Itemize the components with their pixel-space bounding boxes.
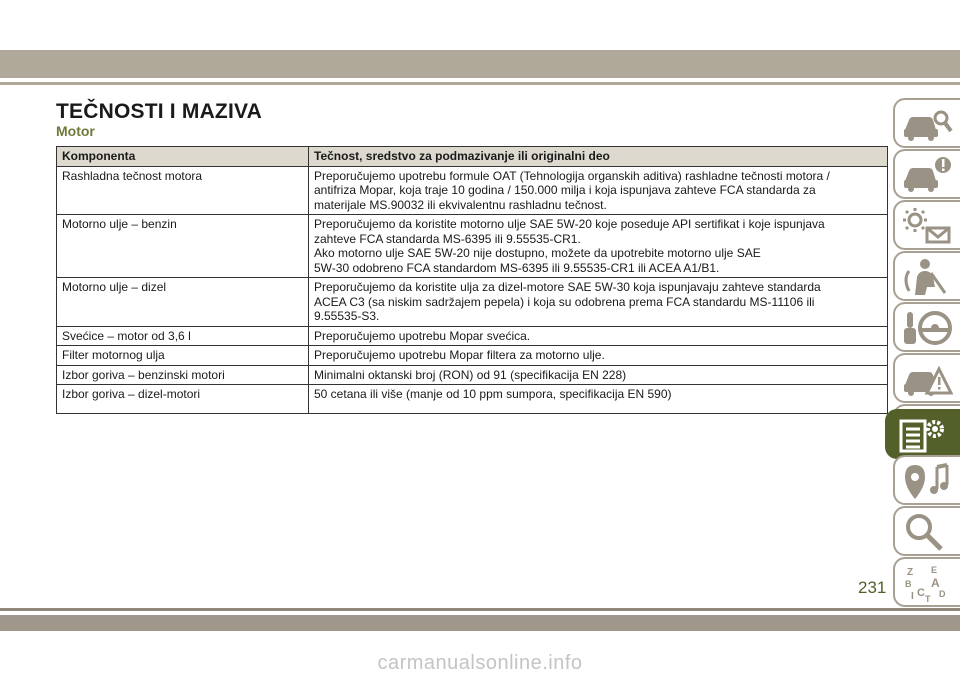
component-cell: Svećice – motor od 3,6 l [57,326,309,346]
fluid-cell [309,215,888,278]
table-row [57,278,888,327]
cell-line: Ako motorno ulje SAE 5W-20 nije dostupno, možete da upotrebite motorno ulje SAE [314,246,761,260]
table-row [57,346,888,366]
car-info-icon [901,155,953,195]
cell-line: Preporučujemo upotrebu formule OAT (Tehnologija organskih aditiva) rashladne tečnosti motora / [314,168,830,183]
watermark-text: carmanualsonline.info [377,652,583,674]
table-header-row [57,147,888,167]
index-letter: T [925,594,931,603]
index-letter: C [917,587,925,599]
tab-multimedia[interactable] [893,455,960,505]
cell-line: materijale MS.90032 ili ekvivalentnu rashladnu tečnost. [314,197,607,212]
component-cell: Motorno ulje – dizel [57,278,309,327]
cell-line: antifriza Mopar, koja traje 10 godina / 150.000 milja i koja ispunjava zahteve FCA standarda za [314,183,816,197]
cell-line: 50 cetana ili više (manje od 10 ppm sumpora, specifikacija EN 590) [314,387,672,401]
component-cell: Rashladna tečnost motora [57,166,309,215]
cell-line: Preporučujemo upotrebu Mopar svećica. [314,328,531,343]
component-cell: Izbor goriva – dizel-motori [57,385,309,414]
page-number: 231 [858,578,887,597]
footer-band [0,615,960,631]
header-fluid: Tečnost, sredstvo za podmazivanje ili originalni deo [309,147,888,167]
airbag-passenger-icon [901,257,953,297]
header-band [0,50,960,78]
fluid-cell [309,326,888,346]
tab-search[interactable] [893,506,960,556]
cell-line: Minimalni oktanski broj (RON) od 91 (specifikacija EN 228) [314,367,627,382]
index-letter: A [931,576,940,590]
fluid-cell [309,365,888,385]
specifications-gear-icon [897,415,949,455]
table-row [57,166,888,215]
cell-line: Preporučujemo da koristite motorno ulje SAE 5W-20 koje poseduje API sertifikat i koje ispunjava [314,217,825,231]
tab-technical-specifications[interactable] [885,409,960,459]
tab-know-your-vehicle[interactable] [893,98,960,148]
component-cell: Filter motornog ulja [57,346,309,366]
fluids-table [56,146,888,414]
search-magnifier-icon [901,512,953,552]
section-subtitle: Motor [56,123,95,139]
header-rule [0,82,960,85]
component-cell: Motorno ulje – benzin [57,215,309,278]
car-warning-triangle-icon [901,359,953,399]
tab-in-case-of-emergency[interactable] [893,353,960,403]
index-letter: B [905,579,912,589]
alphabetical-index-icon [901,563,953,603]
footer-rule [0,608,960,611]
table-row [57,326,888,346]
cell-line: Preporučujemo upotrebu Mopar filtera za motorno ulje. [314,348,605,362]
tab-warning-lights[interactable] [893,200,960,250]
tab-index[interactable] [893,557,960,607]
fluid-cell [309,346,888,366]
multimedia-music-icon [901,461,953,501]
header-component: Komponenta [57,147,309,167]
warning-light-message-icon [901,206,953,246]
fluid-cell [309,385,888,414]
table-row [57,215,888,278]
cell-line: ACEA C3 (sa niskim sadržajem pepela) i koja su odobrena prema FCA standardu MS-11106 ili [314,294,815,309]
table-row [57,365,888,385]
index-letter: D [939,589,946,599]
cell-line: 9.55535-S3. [314,309,380,323]
index-letter: Z [907,567,914,578]
cell-line: zahteve FCA standarda MS-6395 ili 9.55535-CR1. [314,231,581,246]
tab-safety[interactable] [893,251,960,301]
car-magnifier-icon [901,104,953,144]
cell-line: Preporučujemo da koristite ulja za dizel-motore SAE 5W-30 koja ispunjavaju zahteve standarda [314,280,821,294]
steering-wheel-key-icon [901,308,953,348]
index-letter: I [911,591,914,602]
fluid-cell [309,166,888,215]
tab-starting-operating[interactable] [893,302,960,352]
tab-getting-to-know-dashboard[interactable] [893,149,960,199]
fluid-cell [309,278,888,327]
index-letter: E [931,565,938,575]
cell-line: 5W-30 odobreno FCA standardom MS-6395 ili 9.55535-CR1 ili ACEA A1/B1. [314,260,720,275]
page-title: TEČNOSTI I MAZIVA [56,100,263,123]
component-cell: Izbor goriva – benzinski motori [57,365,309,385]
table-row [57,385,888,414]
